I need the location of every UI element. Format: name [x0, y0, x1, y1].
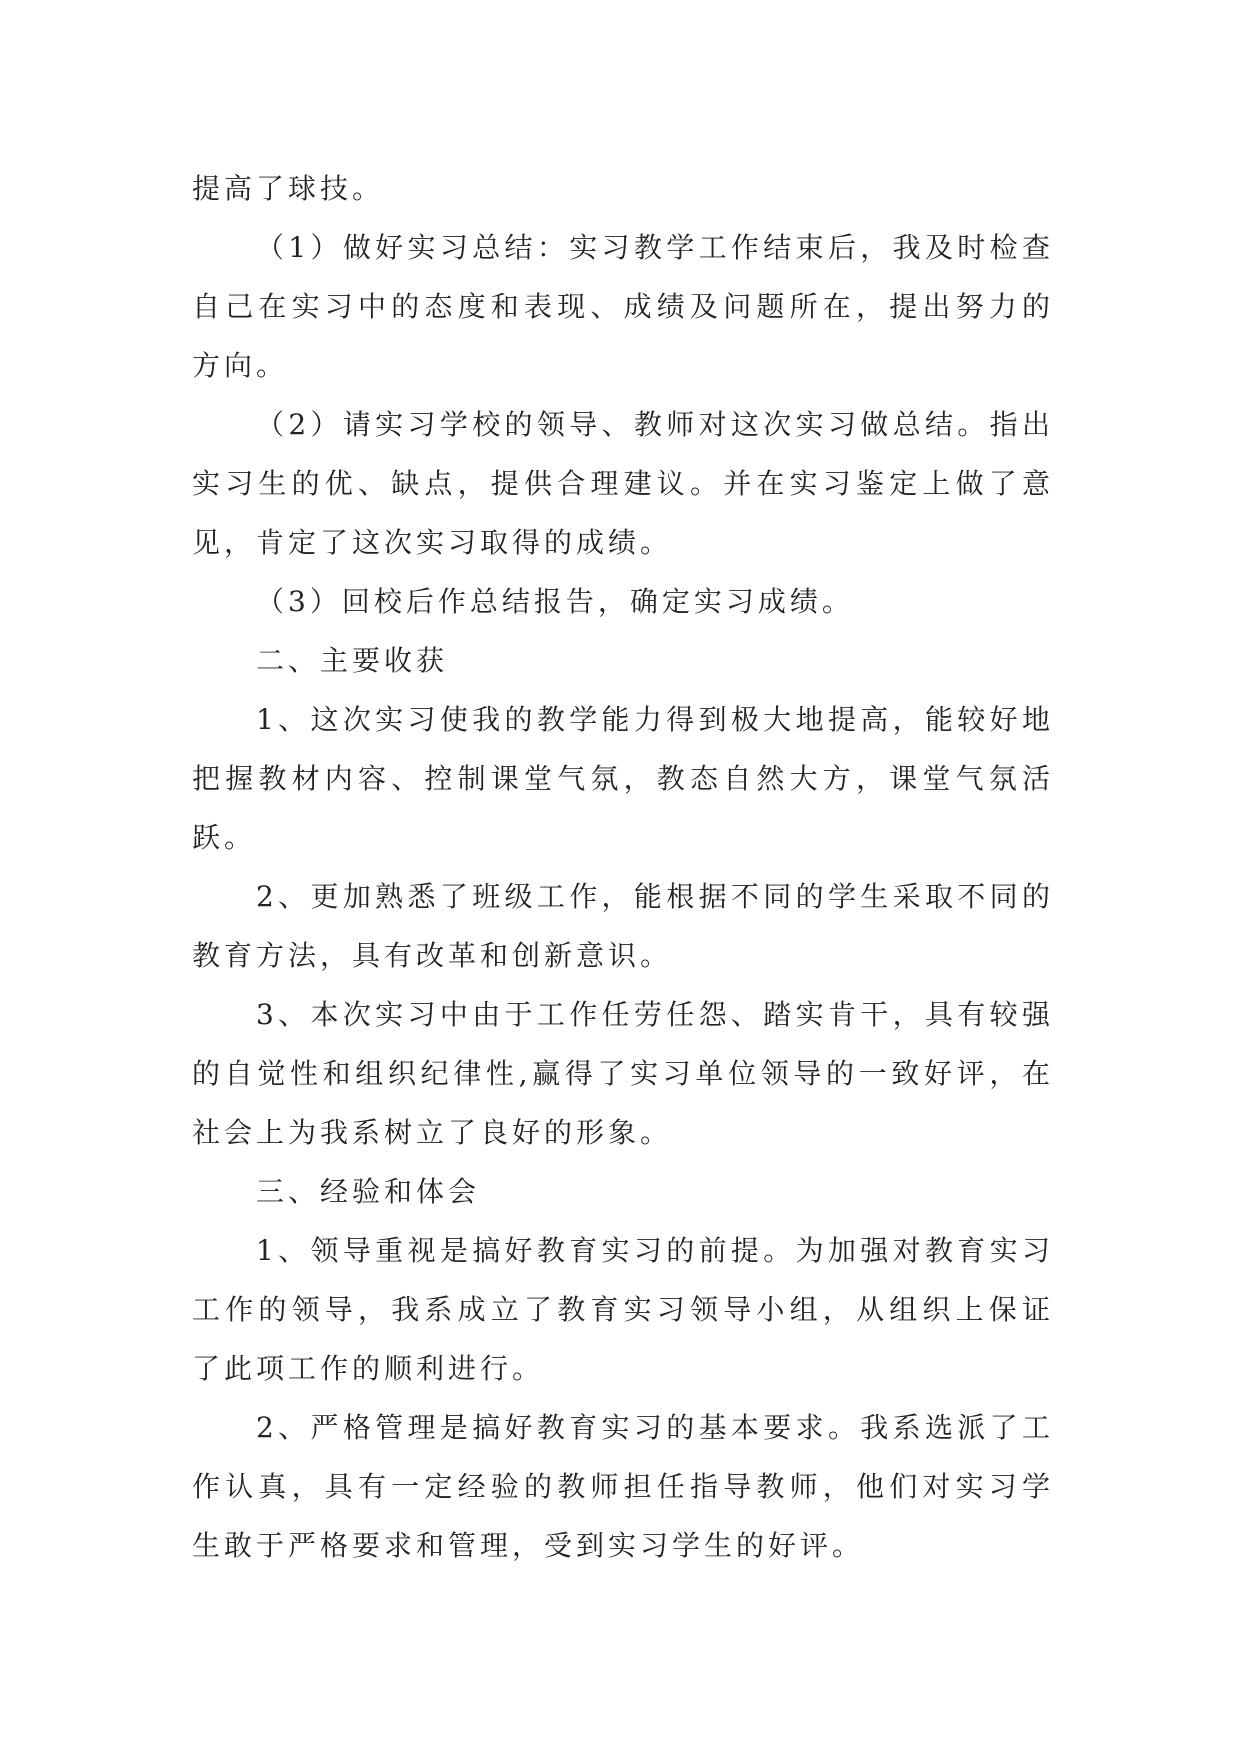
- paragraph-experience-2: 2、严格管理是搞好教育实习的基本要求。我系选派了工作认真，具有一定经验的教师担任指导教师，他们对实习学生敢于严格要求和管理，受到实习学生的好评。: [192, 1411, 1054, 1562]
- paragraph-experience-1: 1、领导重视是搞好教育实习的前提。为加强对教育实习工作的领导，我系成立了教育实习领导小组，从组织上保证了此项工作的顺利进行。: [192, 1234, 1054, 1385]
- paragraph-continuation: 提高了球技。: [192, 172, 385, 205]
- section-heading-main-gains: 二、主要收获: [256, 644, 449, 677]
- document-body: [192, 159, 1054, 1575]
- paragraph-summary-2: （2）请实习学校的领导、教师对这次实习做总结。指出实习生的优、缺点，提供合理建议。并在实习鉴定上做了意见，肯定了这次实习取得的成绩。: [192, 408, 1054, 559]
- paragraph-gain-1: 1、这次实习使我的教学能力得到极大地提高，能较好地把握教材内容、控制课堂气氛，教态自然大方，课堂气氛活跃。: [192, 703, 1054, 854]
- paragraph-gain-2: 2、更加熟悉了班级工作，能根据不同的学生采取不同的教育方法，具有改革和创新意识。: [192, 880, 1054, 972]
- paragraph-summary-3: （3）回校后作总结报告，确定实习成绩。: [256, 585, 854, 618]
- paragraph-summary-1: （1）做好实习总结：实习教学工作结束后，我及时检查自己在实习中的态度和表现、成绩及问题所在，提出努力的方向。: [192, 231, 1054, 382]
- paragraph-gain-3: 3、本次实习中由于工作任劳任怨、踏实肯干，具有较强的自觉性和组织纪律性,赢得了实习单位领导的一致好评，在社会上为我系树立了良好的形象。: [192, 998, 1054, 1149]
- section-heading-experience: 三、经验和体会: [256, 1175, 481, 1208]
